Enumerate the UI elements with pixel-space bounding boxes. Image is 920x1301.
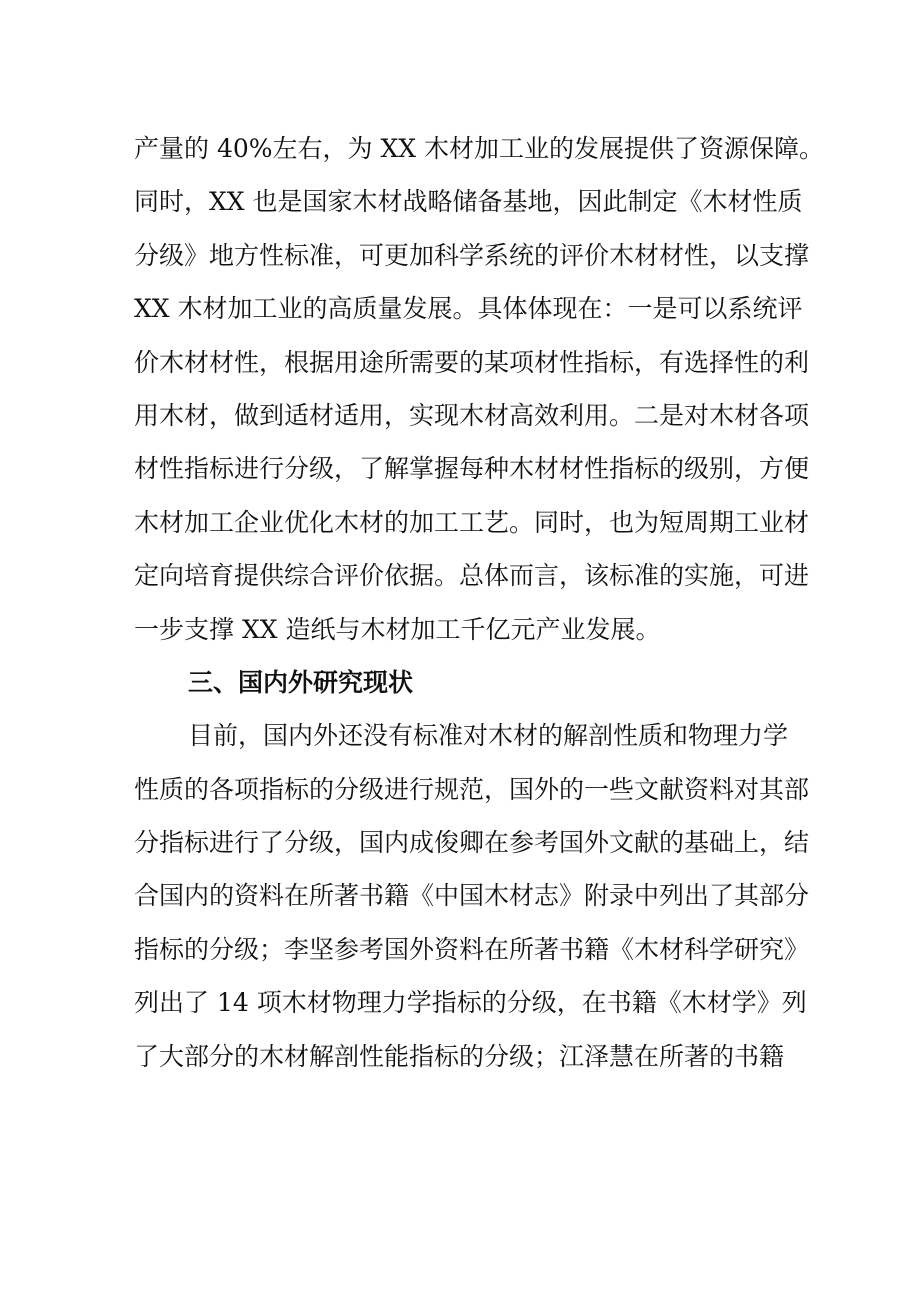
paragraph-line: 一步支撑 XX 造纸与木材加工千亿元产业发展。 xyxy=(134,614,661,644)
paragraph-line: 价木材材性，根据用途所需要的某项材性指标，有选择性的利 xyxy=(134,347,810,377)
paragraph-line: 材性指标进行分级，了解掌握每种木材材性指标的级别，方便 xyxy=(134,454,810,484)
paragraph-line: 列出了 14 项木材物理力学指标的分级，在书籍《木材学》列 xyxy=(134,988,807,1018)
paragraph-line: 目前，国内外还没有标准对木材的解剖性质和物理力学 xyxy=(188,721,789,751)
paragraph-line: 合国内的资料在所著书籍《中国木材志》附录中列出了其部分 xyxy=(134,881,810,911)
paragraph-line: 分级》地方性标准，可更加科学系统的评价木材材性，以支撑 xyxy=(134,240,810,270)
paragraph-line: 用木材，做到适材适用，实现木材高效利用。二是对木材各项 xyxy=(134,400,810,430)
paragraph-line: 性质的各项指标的分级进行规范，国外的一些文献资料对其部 xyxy=(134,774,810,804)
paragraph-line: 木材加工企业优化木材的加工工艺。同时，也为短周期工业材 xyxy=(134,507,810,537)
paragraph-line: XX 木材加工业的高质量发展。具体体现在：一是可以系统评 xyxy=(134,294,803,324)
paragraph-line: 同时，XX 也是国家木材战略储备基地，因此制定《木材性质 xyxy=(134,187,803,217)
paragraph-line: 分指标进行了分级，国内成俊卿在参考国外文献的基础上，结 xyxy=(134,828,810,858)
paragraph-line: 产量的 40%左右，为 XX 木材加工业的发展提供了资源保障。 xyxy=(134,134,825,163)
document-body xyxy=(134,122,825,1083)
section-heading: 三、国内外研究现状 xyxy=(188,667,414,697)
paragraph-line: 定向培育提供综合评价依据。总体而言，该标准的实施，可进 xyxy=(134,561,810,591)
paragraph-line: 了大部分的木材解剖性能指标的分级；江泽慧在所著的书籍 xyxy=(134,1041,785,1071)
paragraph-line: 指标的分级；李坚参考国外资料在所著书籍《木材科学研究》 xyxy=(134,934,810,964)
